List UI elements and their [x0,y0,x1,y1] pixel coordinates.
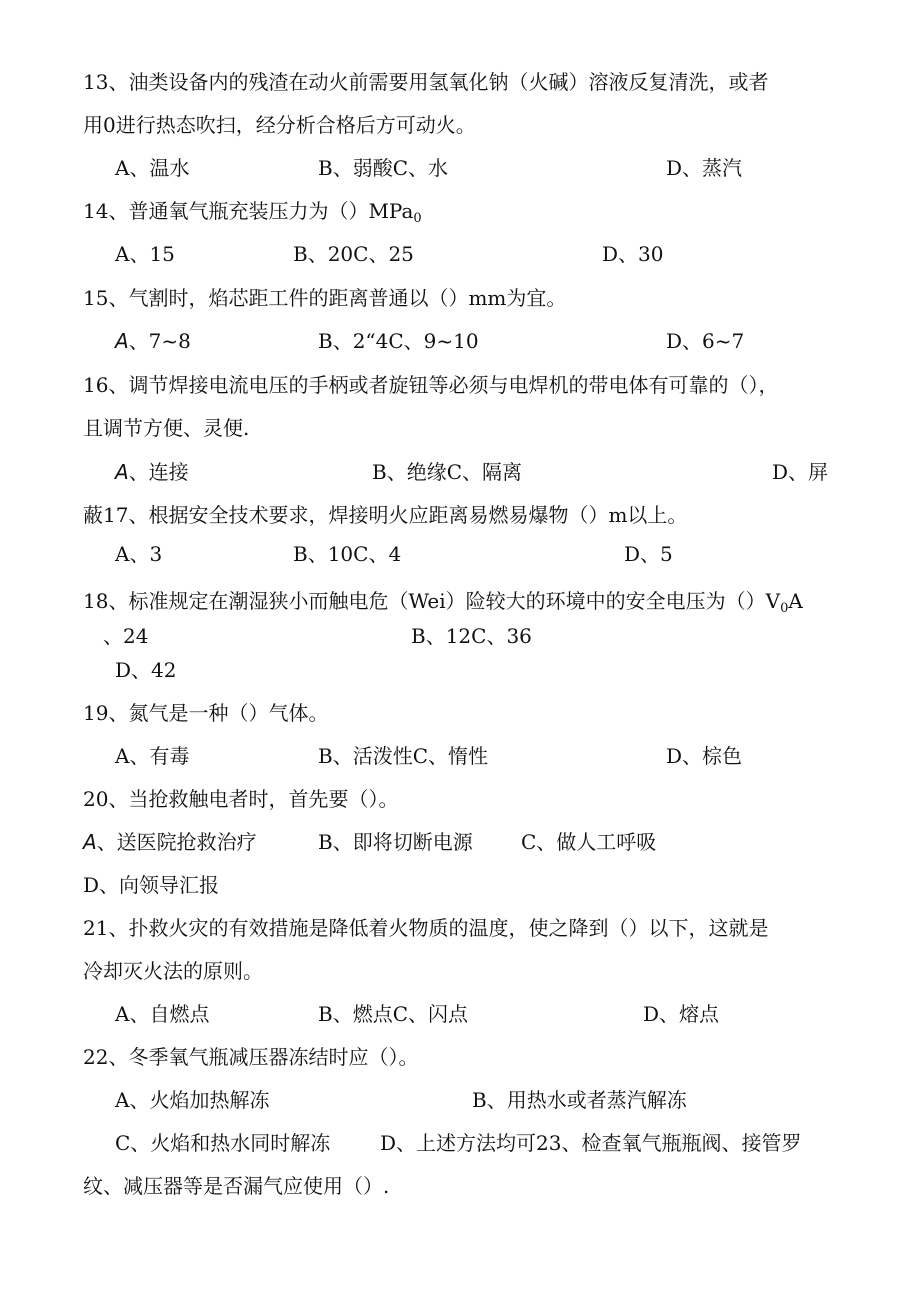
q15-option-bc: B、2“4C、9~10 [318,329,479,353]
q18-option-bc: B、12C、36 [411,624,532,648]
q13-option-d: D、蒸汽 [666,156,743,180]
q15-option-d: D、6~7 [666,329,745,353]
q23-stem-tail: 纹、减压器等是否漏气应使用（）. [83,1174,390,1198]
q18-stem-subscript: 0 [780,601,789,616]
q21-stem-line2: 冷却灭火法的原则。 [83,959,263,983]
q17-stem: 蔽17、根据安全技术要求，焊接明火应距离易燃易爆物（）m以上。 [83,503,688,527]
q20-stem: 20、当抢救触电者时，首先要（）。 [83,787,399,811]
q21-option-bc: B、燃点C、闪点 [318,1002,468,1026]
q22-option-a: A、火焰加热解冻 [115,1088,270,1112]
q13-option-a: A、温水 [115,156,190,180]
q18-stem: 18、标准规定在潮湿狭小而触电危（Wei）险较大的环境中的安全电压为$()V_0A$ [83,589,803,616]
q14-option-a: A、15 [115,242,175,266]
q17-option-bc: B、10C、4 [293,542,402,566]
q20-option-b: B、即将切断电源 [318,830,473,854]
q19-option-bc: B、活泼性C、惰性 [318,744,488,768]
q13-stem-line1: 13、油类设备内的残渣在动火前需要用氢氧化钠（火碱）溶液反复清洗，或者 [83,70,769,94]
q13-option-bc: B、弱酸C、水 [318,156,448,180]
q22-option-b: B、用热水或者蒸汽解冻 [472,1088,687,1112]
q17-option-a: A、3 [115,542,163,566]
q22-option-d-and-q23: D、上述方法均可23、检查氧气瓶瓶阀、接管罗 [380,1131,802,1155]
q16-option-a: A、连接 [115,460,189,484]
q22-stem: 22、冬季氧气瓶减压器冻结时应（）。 [83,1045,419,1069]
q19-option-d: D、棕色 [666,744,743,768]
q21-option-a: A、自燃点 [115,1002,210,1026]
q18-option-d: D、42 [115,658,177,682]
q16-option-bc: B、绝缘C、隔离 [372,460,522,484]
q16-stem-line2: 且调节方便、灵便. [83,416,250,440]
q15-option-a: A、7~8 [115,329,191,353]
q13-stem-line2: 用0进行热态吹扫，经分析合格后方可动火。 [83,113,476,137]
q14-stem-subscript: 0 [413,211,422,226]
q14-stem: 14、普通氧气瓶充装压力为（）MPa$_0$ [83,199,422,226]
q22-option-c: C、火焰和热水同时解冻 [115,1131,331,1155]
q19-option-a: A、有毒 [115,744,190,768]
q14-option-bc: B、20C、25 [293,242,414,266]
q20-option-c: C、做人工呼吸 [521,830,657,854]
q16-stem-line1: 16、调节焊接电流电压的手柄或者旋钮等必须与电焊机的带电体有可靠的（）， [83,373,779,397]
q20-option-a: A、送医院抢救治疗 [83,830,257,854]
q21-option-d: D、熔点 [643,1002,720,1026]
q20-option-d: D、向领导汇报 [83,873,220,897]
q19-stem: 19、氮气是一种（）气体。 [83,701,329,725]
q17-option-d: D、5 [624,542,673,566]
q16-option-d: D、屏 [772,460,829,484]
q14-option-d: D、30 [602,242,664,266]
q15-stem: 15、气割时，焰芯距工件的距离普通以（）mm为宜。 [83,286,567,310]
q18-option-a: 、24 [103,624,149,648]
q21-stem-line1: 21、扑救火灾的有效措施是降低着火物质的温度，使之降到（）以下，这就是 [83,916,769,940]
